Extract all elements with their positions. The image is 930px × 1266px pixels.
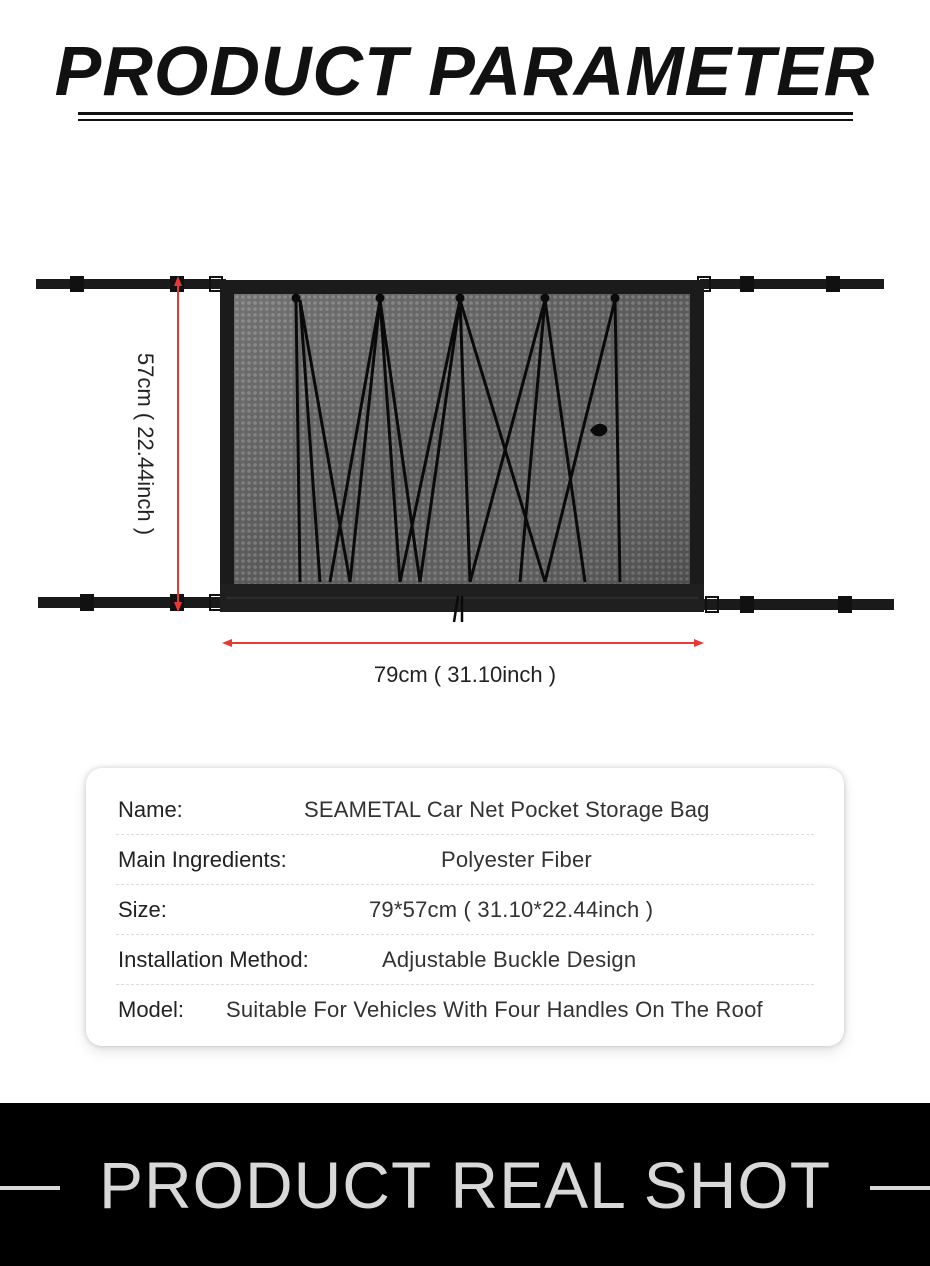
page-title: PRODUCT PARAMETER [54,32,876,110]
spec-label: Size: [118,897,167,922]
height-dimension-text: 57cm ( 22.44inch ) [133,352,158,536]
spec-label: Main Ingredients: [118,847,287,872]
spec-value: Adjustable Buckle Design [382,947,637,972]
strap-top-left [36,276,226,292]
spec-value: Polyester Fiber [441,847,592,872]
strap-top-right [698,276,884,292]
width-dimension-label: 79cm ( 31.10inch ) [373,662,557,687]
section-banner-title: PRODUCT REAL SHOT [98,1148,832,1222]
spec-value: SEAMETAL Car Net Pocket Storage Bag [304,797,710,822]
spec-row-name [116,784,814,835]
strap-bottom-left [38,594,226,611]
height-dimension-line [174,276,182,612]
spec-row-model [116,984,814,1034]
spec-row-ingredients [116,834,814,885]
width-dimension-line [222,639,704,647]
title-underline-bottom [78,119,853,121]
spec-card [86,768,844,1046]
spec-row-installation [116,934,814,985]
spec-value: 79*57cm ( 31.10*22.44inch ) [369,897,654,922]
spec-value: Suitable For Vehicles With Four Handles On The Roof [226,997,763,1022]
title-underline-top [78,112,853,115]
strap-bottom-right [704,596,894,613]
spec-label: Name: [118,797,183,822]
spec-label: Model: [118,997,185,1022]
spec-row-size [116,884,814,935]
spec-label: Installation Method: [118,947,309,972]
